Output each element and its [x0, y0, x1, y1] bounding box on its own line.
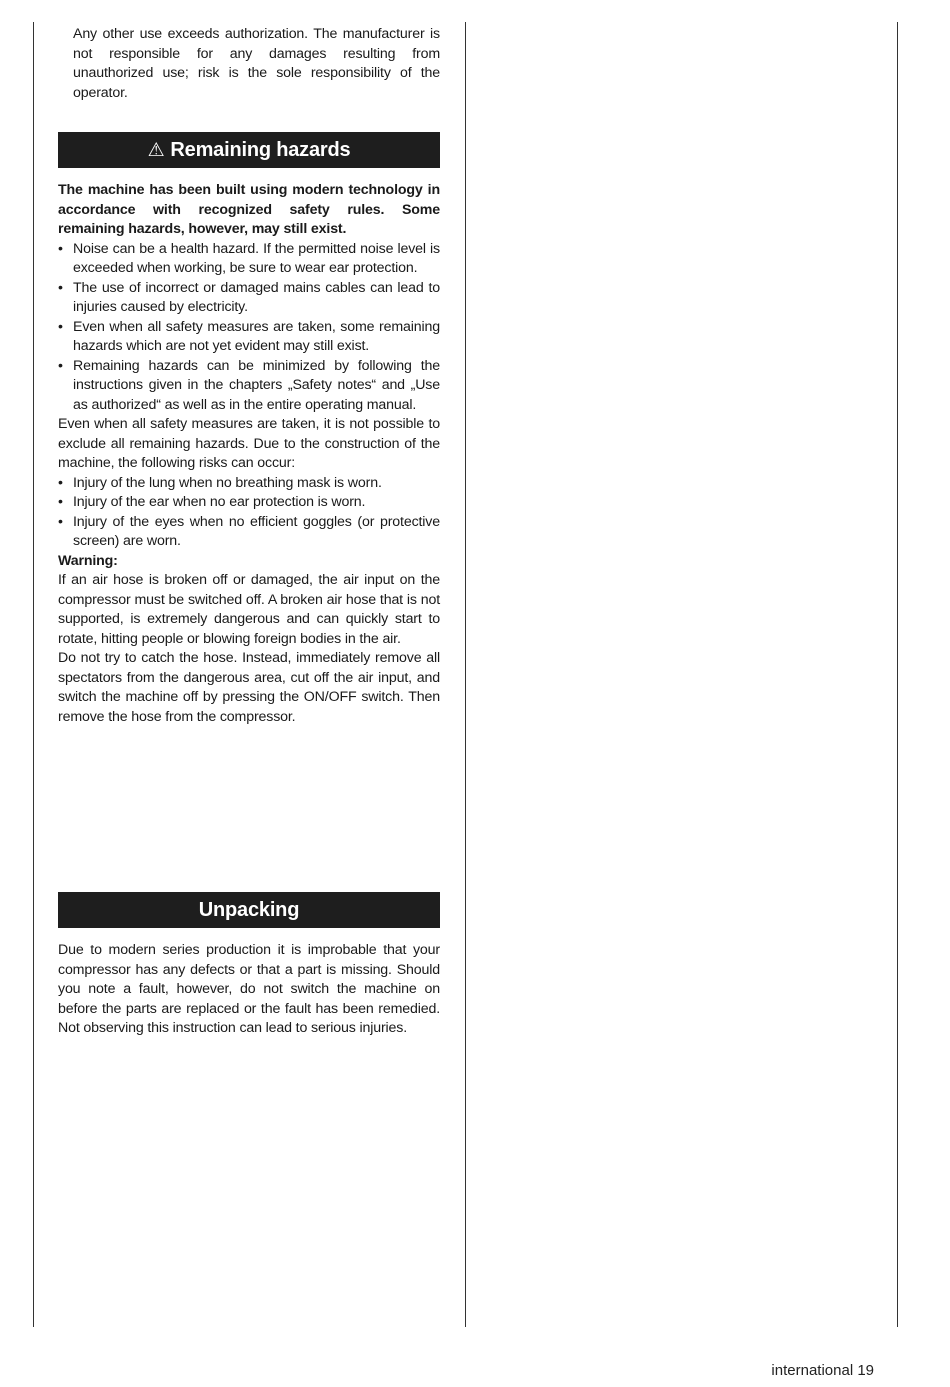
hazards-list — [58, 240, 440, 416]
list-item: • Injury of the lung when no breathing mask is worn. — [58, 474, 440, 494]
unpacking-title: Unpacking — [198, 899, 300, 921]
list-item: • Noise can be a health hazard. If the permitted noise level is exceeded when working, be sure to wear ear protection. — [58, 240, 440, 279]
list-item: • Injury of the eyes when no efficient goggles (or protective screen) are worn. — [58, 513, 440, 552]
list-item: • Remaining hazards can be minimized by following the instructions given in the chapters „Safety notes“ and „Use as authorized“ as well as in the entire operating manual. — [58, 357, 440, 416]
remaining-hazards-title: Remaining hazards — [170, 139, 351, 161]
list-item: • The use of incorrect or damaged mains cables can lead to injuries caused by electricity. — [58, 279, 440, 318]
list-item: • Injury of the ear when no ear protection is worn. — [58, 493, 440, 513]
hazards-paragraph: Even when all safety measures are taken, it is not possible to exclude all remaining hazards. Due to the construction of the machine, the following risks can occur: — [58, 416, 440, 471]
remaining-hazards-body — [58, 181, 440, 727]
hazards-lead: The machine has been built using modern technology in accordance with recognized safety rules. Some remaining hazards, however, may still exist. — [58, 182, 440, 237]
warning-triangle-icon: ⚠ — [147, 140, 165, 161]
unpacking-heading — [58, 892, 440, 928]
list-item: • Even when all safety measures are taken, some remaining hazards which are not yet evident may still exist. — [58, 318, 440, 357]
column-divider — [465, 22, 466, 1327]
warning-label: Warning: — [58, 552, 118, 569]
page-footer: international 19 — [771, 1362, 874, 1379]
remaining-hazards-heading — [58, 132, 440, 168]
warning-text: If an air hose is broken off or damaged, the air input on the compressor must be switched off. A broken air hose that is not supported, is extremely dangerous and can quickly start to rotate, hitting people or blowing foreign bodies in the air. — [58, 572, 440, 647]
unpacking-body: Due to modern series production it is improbable that your compressor has any defects or that a part is missing. Should you note a fault, however, do not switch the machine on before the parts are replaced or the fault has been remedied. Not observing this instruction can lead to serious injuries. — [58, 942, 440, 1036]
right-margin-rule — [897, 22, 898, 1327]
warning-text-continued: Do not try to catch the hose. Instead, immediately remove all spectators from the dangerous area, cut off the air input, and switch the machine off by pressing the ON/OFF switch. Then remove the hose from the compressor. — [58, 650, 440, 725]
risks-list — [58, 474, 440, 552]
intro-paragraph: Any other use exceeds authorization. The manufacturer is not responsible for any damages resulting from unauthorized use; risk is the sole responsibility of the operator. — [73, 26, 440, 101]
left-margin-rule — [33, 22, 34, 1327]
